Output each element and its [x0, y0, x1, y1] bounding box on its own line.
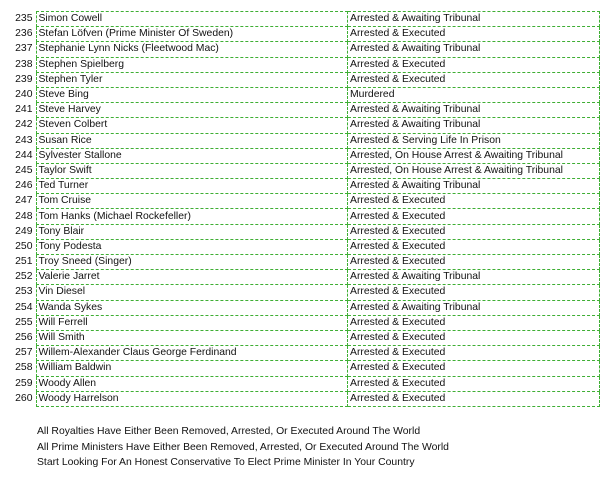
- table-row: [5, 285, 600, 300]
- status-cell: Arrested & Serving Life In Prison: [348, 133, 600, 148]
- row-number: 239: [15, 73, 33, 85]
- person-name-cell: Woody Allen: [36, 376, 348, 391]
- row-number: 250: [15, 240, 33, 252]
- table-row: [5, 300, 600, 315]
- row-number: 246: [15, 180, 33, 192]
- person-name-cell: Steve Harvey: [36, 103, 348, 118]
- status-cell: Arrested & Awaiting Tribunal: [348, 103, 600, 118]
- table-row: [5, 376, 600, 391]
- row-number: 259: [15, 377, 33, 389]
- status-cell: Arrested & Executed: [348, 27, 600, 42]
- person-name-cell: Sylvester Stallone: [36, 148, 348, 163]
- person-name-cell: Vin Diesel: [36, 285, 348, 300]
- status-cell: Arrested & Executed: [348, 72, 600, 87]
- row-number: 240: [15, 89, 33, 101]
- person-name-cell: Steven Colbert: [36, 118, 348, 133]
- status-cell: Arrested & Executed: [348, 57, 600, 72]
- status-cell: Arrested & Awaiting Tribunal: [348, 300, 600, 315]
- table-row: [5, 361, 600, 376]
- person-name-cell: Troy Sneed (Singer): [36, 255, 348, 270]
- table-row: [5, 42, 600, 57]
- table-row: [5, 179, 600, 194]
- person-name-cell: Willem-Alexander Claus George Ferdinand: [36, 346, 348, 361]
- person-name-cell: Steve Bing: [36, 87, 348, 102]
- row-number: 256: [15, 332, 33, 344]
- table-row: [5, 57, 600, 72]
- row-number: 242: [15, 119, 33, 131]
- person-name-cell: Simon Cowell: [36, 12, 348, 27]
- table-row: [5, 315, 600, 330]
- person-name-cell: Wanda Sykes: [36, 300, 348, 315]
- person-name-cell: Stefan Löfven (Prime Minister Of Sweden): [36, 27, 348, 42]
- person-name-cell: William Baldwin: [36, 361, 348, 376]
- row-number: 244: [15, 149, 33, 161]
- person-name-cell: Tom Hanks (Michael Rockefeller): [36, 209, 348, 224]
- row-number: 236: [15, 28, 33, 40]
- table-row: [5, 12, 600, 27]
- table-row: [5, 224, 600, 239]
- status-cell: Arrested & Executed: [348, 209, 600, 224]
- person-name-cell: Taylor Swift: [36, 163, 348, 178]
- status-cell: Arrested & Awaiting Tribunal: [348, 270, 600, 285]
- row-number: 253: [15, 286, 33, 298]
- status-cell: Arrested & Awaiting Tribunal: [348, 179, 600, 194]
- status-cell: Arrested & Awaiting Tribunal: [348, 42, 600, 57]
- row-number: 258: [15, 362, 33, 374]
- person-name-cell: Will Ferrell: [36, 315, 348, 330]
- row-number: 254: [15, 301, 33, 313]
- table-row: [5, 27, 600, 42]
- list-table: [5, 11, 600, 407]
- status-cell: Arrested & Awaiting Tribunal: [348, 118, 600, 133]
- table-row: [5, 103, 600, 118]
- table-row: [5, 163, 600, 178]
- status-cell: Arrested, On House Arrest & Awaiting Tribunal: [348, 163, 600, 178]
- note-line: All Royalties Have Either Been Removed, Arrested, Or Executed Around The World: [37, 426, 421, 437]
- row-number: 255: [15, 316, 33, 328]
- status-cell: Arrested & Executed: [348, 376, 600, 391]
- table-row: [5, 133, 600, 148]
- status-cell: Arrested & Executed: [348, 361, 600, 376]
- row-number: 241: [15, 104, 33, 116]
- table-row: [5, 239, 600, 254]
- status-cell: Arrested & Executed: [348, 391, 600, 406]
- row-number: 249: [15, 225, 33, 237]
- person-name-cell: Will Smith: [36, 330, 348, 345]
- status-cell: Arrested & Executed: [348, 239, 600, 254]
- row-number: 257: [15, 347, 33, 359]
- row-number: 243: [15, 134, 33, 146]
- status-cell: Arrested & Executed: [348, 255, 600, 270]
- row-number: 248: [15, 210, 33, 222]
- person-name-cell: Tom Cruise: [36, 194, 348, 209]
- table-row: [5, 270, 600, 285]
- row-number: 247: [15, 195, 33, 207]
- list-table-body: [5, 12, 600, 407]
- row-number: 251: [15, 256, 33, 268]
- status-cell: Arrested, On House Arrest & Awaiting Tribunal: [348, 148, 600, 163]
- person-name-cell: Stephen Tyler: [36, 72, 348, 87]
- status-cell: Murdered: [348, 87, 600, 102]
- table-row: [5, 391, 600, 406]
- note-line: All Prime Ministers Have Either Been Removed, Arrested, Or Executed Around The World: [37, 441, 449, 453]
- person-name-cell: Tony Blair: [36, 224, 348, 239]
- table-row: [5, 87, 600, 102]
- table-row: [5, 72, 600, 87]
- table-row: [5, 194, 600, 209]
- table-row: [5, 346, 600, 361]
- table-row: [5, 209, 600, 224]
- person-name-cell: Stephen Spielberg: [36, 57, 348, 72]
- status-cell: Arrested & Executed: [348, 315, 600, 330]
- table-row: [5, 330, 600, 345]
- table-row: [5, 255, 600, 270]
- person-name-cell: Stephanie Lynn Nicks (Fleetwood Mac): [36, 42, 348, 57]
- person-name-cell: Woody Harrelson: [36, 391, 348, 406]
- status-cell: Arrested & Executed: [348, 346, 600, 361]
- person-name-cell: Ted Turner: [36, 179, 348, 194]
- row-number: 252: [15, 271, 33, 283]
- status-cell: Arrested & Awaiting Tribunal: [348, 12, 600, 27]
- status-cell: Arrested & Executed: [348, 194, 600, 209]
- list-table-container: [5, 11, 600, 407]
- person-name-cell: Susan Rice: [36, 133, 348, 148]
- status-cell: Arrested & Executed: [348, 224, 600, 239]
- note-line: Start Looking For An Honest Conservative To Elect Prime Minister In Your Country: [37, 457, 415, 468]
- notes-section: [37, 424, 449, 471]
- row-number: 237: [15, 43, 33, 55]
- table-row: [5, 118, 600, 133]
- row-number: 260: [15, 392, 33, 404]
- status-cell: Arrested & Executed: [348, 330, 600, 345]
- person-name-cell: Valerie Jarret: [36, 270, 348, 285]
- status-cell: Arrested & Executed: [348, 285, 600, 300]
- person-name-cell: Tony Podesta: [36, 239, 348, 254]
- row-number: 235: [15, 13, 33, 25]
- row-number: 238: [15, 58, 33, 70]
- row-number: 245: [15, 164, 33, 176]
- table-row: [5, 148, 600, 163]
